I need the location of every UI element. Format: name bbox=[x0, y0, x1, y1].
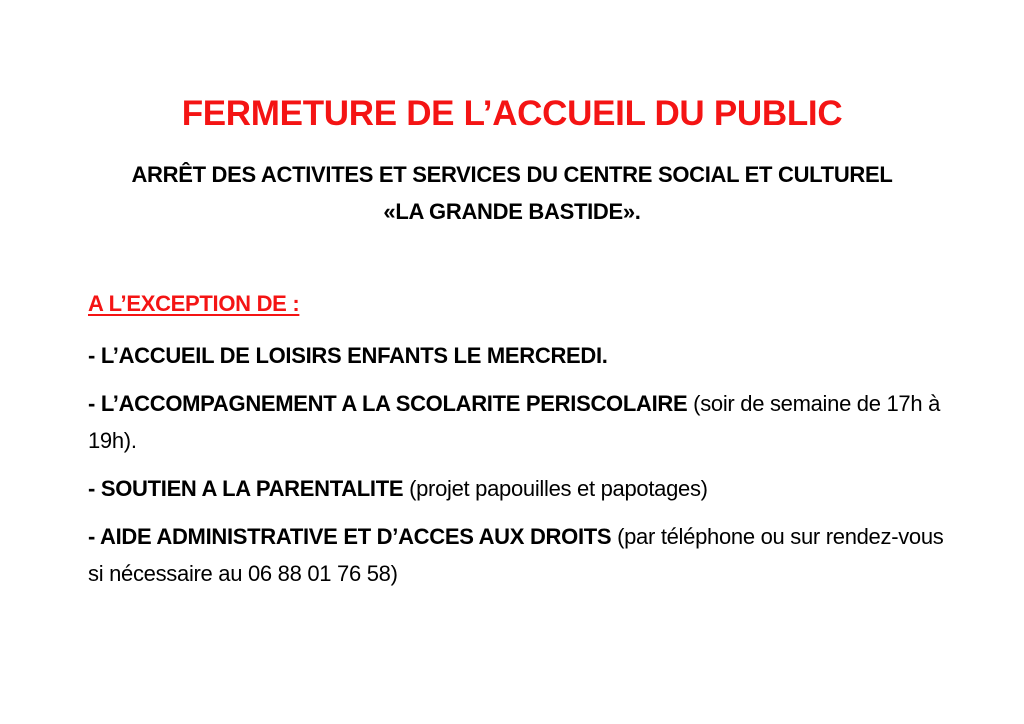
list-item-parentalite bbox=[88, 470, 948, 507]
exception-header: A L’EXCEPTION DE : bbox=[88, 291, 300, 316]
list-item-loisirs bbox=[88, 337, 948, 374]
document-body bbox=[88, 288, 948, 603]
list-item-detail: (projet papouilles et papotages) bbox=[403, 476, 708, 501]
page-title: FERMETURE DE L’ACCUEIL DU PUBLIC bbox=[181, 94, 843, 133]
list-item-aide-administrative bbox=[88, 518, 948, 592]
list-item-scolarite bbox=[88, 385, 948, 459]
subtitle bbox=[0, 156, 1024, 230]
list-item-detail: (soir de semaine de 17h à 19h). bbox=[88, 391, 941, 453]
list-item-lead: - L’ACCOMPAGNEMENT A LA SCOLARITE PERISCOLAIRE bbox=[88, 391, 688, 416]
list-item-detail: (par téléphone ou sur rendez-vous si nécessaire au 06 88 01 76 58) bbox=[88, 524, 944, 586]
list-item-lead: - SOUTIEN A LA PARENTALITE bbox=[88, 476, 404, 501]
subtitle-line-2: «LA GRANDE BASTIDE». bbox=[383, 199, 641, 224]
list-item-lead: - AIDE ADMINISTRATIVE ET D’ACCES AUX DROITS bbox=[88, 524, 612, 549]
list-item-lead: - L’ACCUEIL DE LOISIRS ENFANTS LE MERCREDI. bbox=[88, 343, 608, 368]
subtitle-line-1: ARRÊT DES ACTIVITES ET SERVICES DU CENTRE SOCIAL ET CULTUREL bbox=[131, 162, 893, 187]
